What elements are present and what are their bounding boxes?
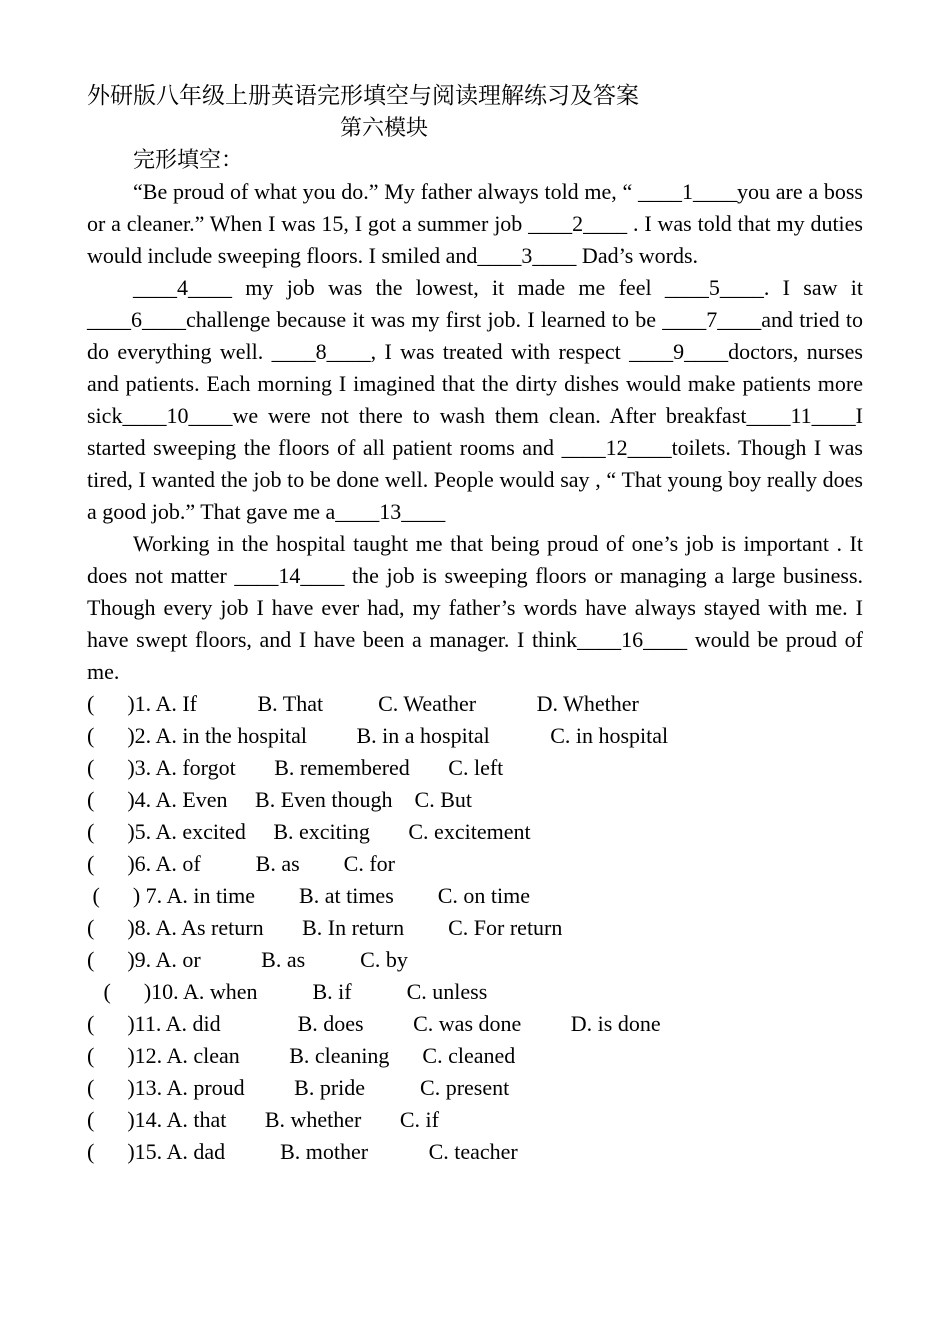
question-10: ( )10. A. when B. if C. unless xyxy=(87,979,488,1004)
passage-paragraph-3: Working in the hospital taught me that being proud of one’s job is important . It does not matter ____14____ the job is sweeping floors or managing a large business. Though every job I have ever had, my father’s words have always stayed with me. I have swept floors, and I have been a manager. I think____16____ would be proud of me. xyxy=(87,531,863,684)
question-9: ( )9. A. or B. as C. by xyxy=(87,947,408,972)
document-page xyxy=(87,80,863,1168)
question-8: ( )8. A. As return B. In return C. For return xyxy=(87,915,563,940)
passage-paragraph-1: “Be proud of what you do.” My father always told me, “ ____1____you are a boss or a cleaner.” When I was 15, I got a summer job ____2____ . I was told that my duties would include sweeping floors. I smiled and____3____ Dad’s words. xyxy=(87,179,863,268)
question-4: ( )4. A. Even B. Even though C. But xyxy=(87,787,472,812)
question-14: ( )14. A. that B. whether C. if xyxy=(87,1107,439,1132)
question-12: ( )12. A. clean B. cleaning C. cleaned xyxy=(87,1043,516,1068)
question-6: ( )6. A. of B. as C. for xyxy=(87,851,395,876)
question-5: ( )5. A. excited B. exciting C. excitement xyxy=(87,819,531,844)
question-15: ( )15. A. dad B. mother C. teacher xyxy=(87,1139,518,1164)
question-2: ( )2. A. in the hospital B. in a hospital C. in hospital xyxy=(87,723,669,748)
question-1: ( )1. A. If B. That C. Weather D. Whether xyxy=(87,691,639,716)
module-heading: 第六模块 xyxy=(340,115,429,140)
question-13: ( )13. A. proud B. pride C. present xyxy=(87,1075,510,1100)
passage-paragraph-2: ____4____ my job was the lowest, it made me feel ____5____. I saw it ____6____challenge because it was my first job. I learned to be ____7____and tried to do everything well. ____8____, I was treated with respect ____9____doctors, nurses and patients. Each morning I imagined that the dirty dishes would make patients more sick____10____we were not there to wash them clean. After breakfast____11____I started sweeping the floors of all patient rooms and ____12____toilets. Though I was tired, I wanted the job to be done well. People would say , “ That young boy really does a good job.” That gave me a____13____ xyxy=(87,275,863,524)
question-3: ( )3. A. forgot B. remembered C. left xyxy=(87,755,504,780)
section-heading: 完形填空： xyxy=(133,147,244,172)
question-7: ( ) 7. A. in time B. at times C. on time xyxy=(87,883,531,908)
question-11: ( )11. A. did B. does C. was done D. is done xyxy=(87,1011,661,1036)
document-title: 外研版八年级上册英语完形填空与阅读理解练习及答案 xyxy=(87,83,639,108)
question-list xyxy=(87,688,863,1168)
